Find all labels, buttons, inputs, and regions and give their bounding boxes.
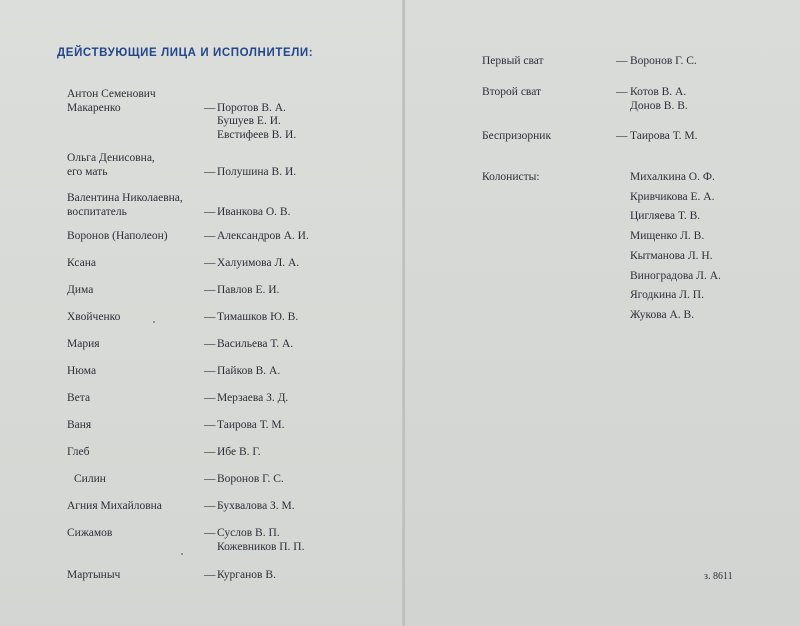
actor-names <box>204 419 284 433</box>
role-line: Макаренко <box>67 101 121 114</box>
actor-name: Бушуев Е. И. <box>217 115 281 127</box>
dash-separator: — <box>204 446 216 458</box>
role-line: Сижамов <box>67 527 113 539</box>
dash-separator: — <box>204 205 216 218</box>
actor-name: Воронов Г. С. <box>630 55 697 67</box>
dash-separator: — <box>204 101 216 114</box>
actor-names <box>204 338 293 352</box>
role-line: Мартыныч <box>67 569 121 581</box>
actor-name: Иванкова О. В. <box>217 205 291 218</box>
dash-separator: — <box>204 569 216 581</box>
dash-separator: — <box>204 392 216 404</box>
actor-names <box>204 569 276 583</box>
actor-names <box>204 500 295 514</box>
actor-name: Воронов Г. С. <box>217 473 284 485</box>
actor-names <box>204 166 296 180</box>
role-name <box>67 284 93 298</box>
role-line: его мать <box>67 165 108 178</box>
actor-names <box>204 392 288 406</box>
role-line: Антон Семенович <box>67 88 156 100</box>
dash-separator: — <box>616 86 628 98</box>
dash-separator: — <box>204 500 216 512</box>
actor-name: Ибе В. Г. <box>217 446 261 458</box>
actor-name: Курганов В. <box>217 569 276 581</box>
role-name <box>74 473 106 487</box>
actor-name: Поротов В. А. <box>217 101 286 114</box>
role-line: Ольга Денисовна, <box>67 152 155 164</box>
role-line: воспитатель <box>67 205 127 218</box>
dash-separator: — <box>204 311 216 323</box>
dash-separator: — <box>204 230 216 242</box>
actor-names <box>204 473 284 487</box>
colonist-name: Мищенко Л. В. <box>630 230 705 243</box>
colonist-name: Ягодкина Л. П. <box>630 289 704 302</box>
role-line: Ксана <box>67 257 96 269</box>
role-name <box>67 419 91 433</box>
print-order-number: з. 8611 <box>704 571 733 582</box>
actor-names <box>204 446 261 460</box>
actor-name: Павлов Е. И. <box>217 284 280 296</box>
actor-names <box>616 86 688 113</box>
colonist-name: Кривчикова Е. А. <box>630 190 715 203</box>
right-page <box>405 0 800 626</box>
dash-separator: — <box>204 419 216 431</box>
role-line: Валентина Николаевна, <box>67 192 183 204</box>
role-name <box>67 152 155 179</box>
actor-names <box>204 206 290 220</box>
actor-name: Полушина В. И. <box>217 165 297 178</box>
role-name <box>482 130 551 144</box>
role-name <box>67 365 96 379</box>
actor-names <box>204 527 305 554</box>
role-name <box>67 446 89 460</box>
actor-name: Котов В. А. <box>630 86 687 98</box>
role-name <box>67 192 183 219</box>
actor-names <box>616 55 697 69</box>
dash-separator: — <box>204 284 216 296</box>
role-line: Первый сват <box>482 55 544 67</box>
role-line: Вета <box>67 392 91 404</box>
role-line: Нюма <box>67 365 97 377</box>
dash-separator: — <box>204 257 216 269</box>
colonist-name: Кытманова Л. Н. <box>630 249 713 262</box>
colonist-name: Цигляева Т. В. <box>630 210 701 223</box>
role-line: Воронов (Наполеон) <box>67 230 168 242</box>
colonist-name: Михалкина О. Ф. <box>630 171 715 183</box>
role-line: Ваня <box>67 419 92 431</box>
actor-name: Пайков В. А. <box>217 365 281 377</box>
colonists-label: Колонисты: <box>482 171 540 183</box>
actor-name: Мерзаева З. Д. <box>217 392 289 404</box>
actor-name: Таирова Т. М. <box>630 130 698 142</box>
paper-speck <box>181 553 183 555</box>
actor-name: Халуимова Л. А. <box>217 257 300 269</box>
actor-names <box>204 257 299 271</box>
colonist-name: Жукова А. В. <box>630 308 695 321</box>
role-line: Силин <box>74 473 106 485</box>
role-name <box>67 527 112 541</box>
colonist-name: Виноградова Л. А. <box>630 269 721 282</box>
dash-separator: — <box>204 165 216 178</box>
actor-name: Васильева Т. А. <box>217 338 294 350</box>
actor-names <box>204 230 309 244</box>
actor-name: Александров А. И. <box>217 230 309 242</box>
actor-names <box>204 311 298 325</box>
role-name <box>482 86 541 100</box>
role-name <box>67 392 90 406</box>
role-line: Агния Михайловна <box>67 500 162 512</box>
role-line: Беспризорник <box>482 130 552 142</box>
actor-name: Евстифеев В. И. <box>217 128 297 141</box>
role-name <box>67 257 96 271</box>
actor-name: Суслов В. П. <box>217 527 280 539</box>
actor-names <box>204 365 280 379</box>
paper-speck <box>153 321 155 323</box>
actor-name: Кожевников П. П. <box>217 540 305 553</box>
role-line: Второй сват <box>482 86 542 98</box>
role-name <box>67 230 168 244</box>
actor-name: Донов В. В. <box>630 99 688 112</box>
role-name <box>67 500 162 514</box>
actor-names <box>204 284 279 298</box>
dash-separator: — <box>204 338 216 350</box>
dash-separator: — <box>204 527 216 539</box>
dash-separator: — <box>204 473 216 485</box>
role-name <box>67 338 100 352</box>
role-name <box>67 569 120 583</box>
actor-name: Бухвалова З. М. <box>217 500 295 512</box>
cast-heading: ДЕЙСТВУЮЩИЕ ЛИЦА И ИСПОЛНИТЕЛИ: <box>57 47 314 59</box>
dash-separator: — <box>616 55 628 67</box>
actor-names <box>204 102 296 143</box>
actor-name: Таирова Т. М. <box>217 419 285 431</box>
role-name <box>67 311 120 325</box>
role-name <box>482 55 544 69</box>
dash-separator: — <box>204 365 216 377</box>
role-name <box>67 88 156 115</box>
role-line: Глеб <box>67 446 90 458</box>
role-line: Хвойченко <box>67 311 121 323</box>
role-line: Мария <box>67 338 100 350</box>
role-line: Дима <box>67 284 94 296</box>
dash-separator: — <box>616 130 628 142</box>
actor-names <box>616 130 697 144</box>
actor-name: Тимашков Ю. В. <box>217 311 299 323</box>
